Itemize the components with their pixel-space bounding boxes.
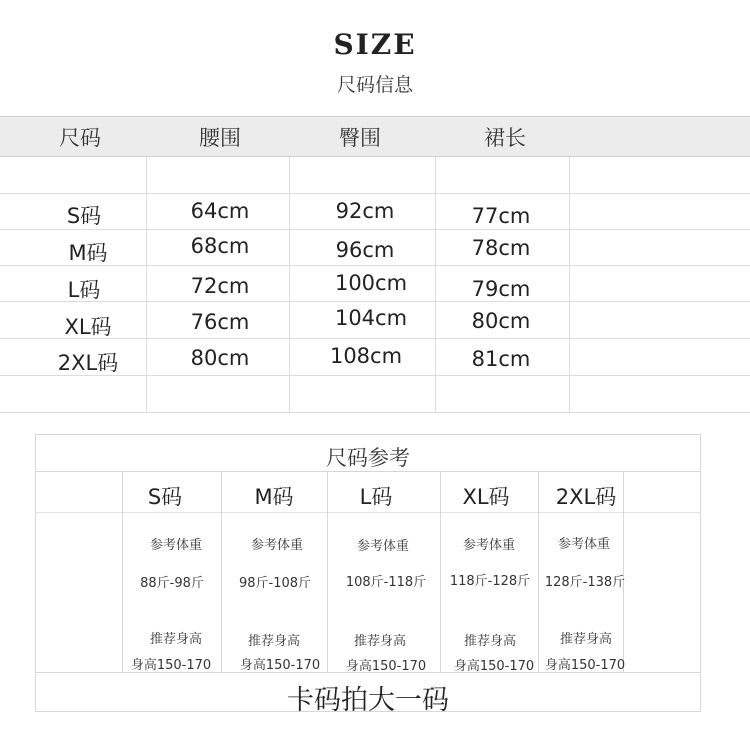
waist-cell: 72cm bbox=[190, 274, 250, 298]
weight-label: 参考体重 bbox=[149, 538, 202, 553]
waist-cell: 64cm bbox=[190, 199, 250, 223]
reference-size-label: M码 bbox=[254, 485, 294, 509]
height-value: 身高150-170 bbox=[345, 659, 427, 674]
length-cell: 80cm bbox=[471, 309, 531, 333]
height-value: 身高150-170 bbox=[130, 658, 212, 673]
grid-line bbox=[289, 157, 290, 412]
size-cell: 2XL码 bbox=[57, 351, 119, 375]
height-value: 身高150-170 bbox=[453, 659, 535, 674]
size-cell: L码 bbox=[67, 278, 101, 302]
size-cell: S码 bbox=[66, 204, 102, 228]
grid-line bbox=[0, 193, 750, 194]
page-title: SIZE bbox=[333, 28, 417, 61]
hip-cell: 100cm bbox=[334, 271, 408, 295]
size-advice-note: 卡码拍大一码 bbox=[287, 685, 449, 716]
column-header-size: 尺码 bbox=[59, 126, 101, 150]
size-cell: XL码 bbox=[64, 315, 112, 339]
weight-value: 128斤-138斤 bbox=[544, 575, 626, 590]
reference-size-label: XL码 bbox=[462, 485, 510, 509]
hip-cell: 96cm bbox=[335, 238, 395, 262]
size-reference-title: 尺码参考 bbox=[326, 446, 410, 470]
page-subtitle: 尺码信息 bbox=[336, 74, 413, 96]
waist-cell: 80cm bbox=[190, 346, 250, 370]
reference-size-label: S码 bbox=[147, 485, 183, 509]
weight-value: 88斤-98斤 bbox=[140, 576, 204, 591]
reference-size-label: L码 bbox=[359, 485, 393, 509]
length-cell: 78cm bbox=[471, 236, 531, 260]
grid-line bbox=[36, 471, 700, 472]
weight-value: 108斤-118斤 bbox=[345, 575, 427, 590]
weight-value: 98斤-108斤 bbox=[238, 576, 312, 591]
grid-line bbox=[0, 412, 750, 413]
length-cell: 79cm bbox=[471, 277, 531, 301]
weight-label: 参考体重 bbox=[462, 538, 515, 553]
column-header-length: 裙长 bbox=[484, 126, 526, 150]
grid-line bbox=[36, 512, 700, 513]
weight-label: 参考体重 bbox=[356, 539, 409, 554]
waist-cell: 68cm bbox=[190, 234, 250, 258]
hip-cell: 108cm bbox=[329, 344, 403, 368]
hip-cell: 104cm bbox=[334, 306, 408, 330]
height-label: 推荐身高 bbox=[463, 634, 516, 649]
length-cell: 77cm bbox=[471, 204, 531, 228]
hip-cell: 92cm bbox=[335, 199, 395, 223]
waist-cell: 76cm bbox=[190, 310, 250, 334]
height-label: 推荐身高 bbox=[247, 634, 300, 649]
weight-label: 参考体重 bbox=[250, 538, 303, 553]
column-header-hip: 臀围 bbox=[339, 126, 381, 150]
height-label: 推荐身高 bbox=[559, 632, 612, 647]
size-cell: M码 bbox=[68, 241, 108, 265]
weight-value: 118斤-128斤 bbox=[449, 574, 531, 589]
height-value: 身高150-170 bbox=[544, 658, 626, 673]
grid-line bbox=[435, 157, 436, 412]
height-label: 推荐身高 bbox=[353, 634, 406, 649]
column-header-waist: 腰围 bbox=[199, 126, 241, 150]
height-value: 身高150-170 bbox=[239, 658, 321, 673]
length-cell: 81cm bbox=[471, 347, 531, 371]
weight-label: 参考体重 bbox=[557, 537, 610, 552]
grid-line bbox=[569, 157, 570, 412]
height-label: 推荐身高 bbox=[149, 632, 202, 647]
reference-size-label: 2XL码 bbox=[555, 485, 617, 509]
